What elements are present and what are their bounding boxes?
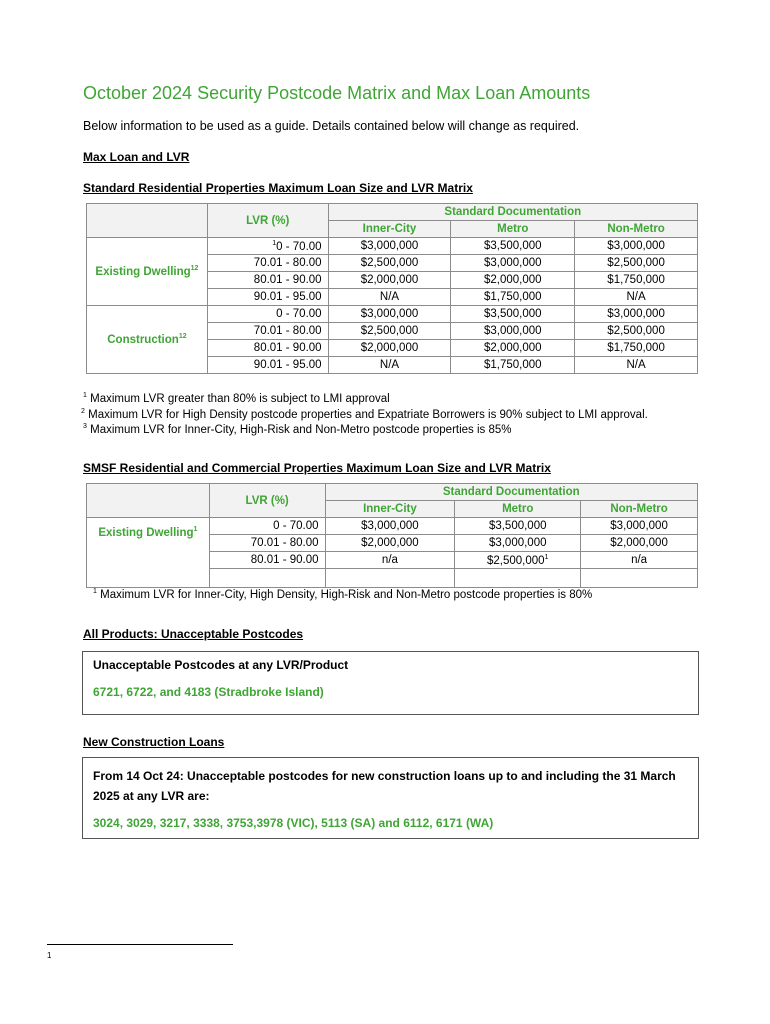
value-cell: $2,000,000: [328, 340, 451, 357]
value-cell: $3,500,000: [455, 518, 581, 535]
value-cell: $2,500,000: [328, 255, 451, 272]
smsf-table: [86, 483, 698, 588]
group-label-existing: Existing Dwelling$^{12}$: [87, 238, 208, 306]
value-cell: $2,000,000: [328, 272, 451, 289]
value-cell: $2,000,000: [451, 272, 575, 289]
lvr-cell: 90.01 - 95.00: [207, 357, 328, 374]
col-header-metro: Metro: [455, 501, 581, 518]
footnote: $^2$ Maximum LVR for High Density postcode properties and Expatriate Borrowers is 90% subject to LMI approval.: [81, 408, 648, 421]
page-title: October 2024 Security Postcode Matrix and Max Loan Amounts: [83, 83, 591, 103]
lvr-cell: 80.01 - 90.00: [207, 340, 328, 357]
value-cell: n/a: [325, 552, 455, 569]
empty-cell: [455, 569, 581, 588]
col-header-non-metro: Non-Metro: [575, 221, 698, 238]
section-heading-max-loan: Max Loan and LVR: [83, 150, 190, 164]
empty-cell: [209, 569, 325, 588]
value-cell: n/a: [581, 552, 698, 569]
value-cell: $2,000,000: [581, 535, 698, 552]
value-cell: $1,750,000: [451, 357, 575, 374]
value-cell: $3,500,000: [451, 238, 575, 255]
lvr-cell: 70.01 - 80.00: [207, 255, 328, 272]
value-cell: $3,000,000: [575, 306, 698, 323]
lvr-header: LVR (%): [209, 484, 325, 518]
value-cell: $3,000,000: [328, 306, 451, 323]
lvr-cell: 0 - 70.00: [209, 518, 325, 535]
box-title: From 14 Oct 24: Unacceptable postcodes for new construction loans up to and including the 31 March 2025 at any LVR are:: [93, 769, 676, 803]
standard-residential-table: [86, 203, 698, 374]
value-cell: $2,500,000$^1$: [455, 552, 581, 569]
section-heading-new-construction: New Construction Loans: [83, 735, 225, 749]
lvr-cell: 70.01 - 80.00: [207, 323, 328, 340]
lvr-cell: $^1$0 - 70.00: [207, 238, 328, 255]
value-cell: $2,000,000: [451, 340, 575, 357]
table-corner: [87, 484, 210, 518]
value-cell: $3,000,000: [325, 518, 455, 535]
value-cell: $2,000,000: [325, 535, 455, 552]
table-corner: [87, 204, 208, 238]
value-cell: $3,500,000: [451, 306, 575, 323]
section-heading-all-products: All Products: Unacceptable Postcodes: [83, 627, 304, 641]
page-footnote-number: 1: [47, 951, 52, 960]
footnote-divider: [47, 944, 233, 945]
col-header-metro: Metro: [451, 221, 575, 238]
value-cell: $1,750,000: [575, 272, 698, 289]
group-label-smsf-existing: Existing Dwelling$^1$: [87, 518, 210, 588]
doc-header: Standard Documentation: [328, 204, 697, 221]
col-header-non-metro: Non-Metro: [581, 501, 698, 518]
value-cell: $3,000,000: [455, 535, 581, 552]
footnote: $^1$ Maximum LVR for Inner-City, High Density, High-Risk and Non-Metro postcode properties is 80%: [93, 588, 593, 601]
lvr-cell: 70.01 - 80.00: [209, 535, 325, 552]
col-header-inner-city: Inner-City: [328, 221, 451, 238]
unacceptable-postcodes-box: [82, 651, 699, 715]
doc-header: Standard Documentation: [325, 484, 697, 501]
intro-text: Below information to be used as a guide. Details contained below will change as required.: [83, 119, 580, 133]
value-cell: N/A: [575, 289, 698, 306]
value-cell: N/A: [575, 357, 698, 374]
value-cell: $3,000,000: [581, 518, 698, 535]
empty-cell: [325, 569, 455, 588]
footnote: $^1$ Maximum LVR greater than 80% is subject to LMI approval: [83, 392, 390, 405]
col-header-inner-city: Inner-City: [325, 501, 455, 518]
box-value: 3024, 3029, 3217, 3338, 3753,3978 (VIC), 5113 (SA) and 6112, 6171 (WA): [93, 816, 494, 830]
empty-cell: [581, 569, 698, 588]
value-cell: $3,000,000: [328, 238, 451, 255]
value-cell: $1,750,000: [575, 340, 698, 357]
value-cell: $2,500,000: [575, 255, 698, 272]
table1-heading: Standard Residential Properties Maximum Loan Size and LVR Matrix: [83, 181, 473, 195]
lvr-header: LVR (%): [207, 204, 328, 238]
lvr-cell: 80.01 - 90.00: [207, 272, 328, 289]
value-cell: N/A: [328, 289, 451, 306]
value-cell: $3,000,000: [451, 323, 575, 340]
value-cell: $2,500,000: [575, 323, 698, 340]
table2-heading: SMSF Residential and Commercial Properties Maximum Loan Size and LVR Matrix: [83, 461, 551, 475]
lvr-cell: 80.01 - 90.00: [209, 552, 325, 569]
group-label-construction: Construction$^{12}$: [87, 306, 208, 374]
box-value: 6721, 6722, and 4183 (Stradbroke Island): [93, 685, 324, 699]
new-construction-box: [82, 757, 699, 839]
box-title: Unacceptable Postcodes at any LVR/Product: [93, 658, 349, 672]
value-cell: $2,500,000: [328, 323, 451, 340]
lvr-cell: 90.01 - 95.00: [207, 289, 328, 306]
footnote: $^3$ Maximum LVR for Inner-City, High-Risk and Non-Metro postcode properties is 85%: [83, 423, 512, 436]
lvr-cell: 0 - 70.00: [207, 306, 328, 323]
value-cell: $3,000,000: [575, 238, 698, 255]
value-cell: $3,000,000: [451, 255, 575, 272]
value-cell: N/A: [328, 357, 451, 374]
value-cell: $1,750,000: [451, 289, 575, 306]
